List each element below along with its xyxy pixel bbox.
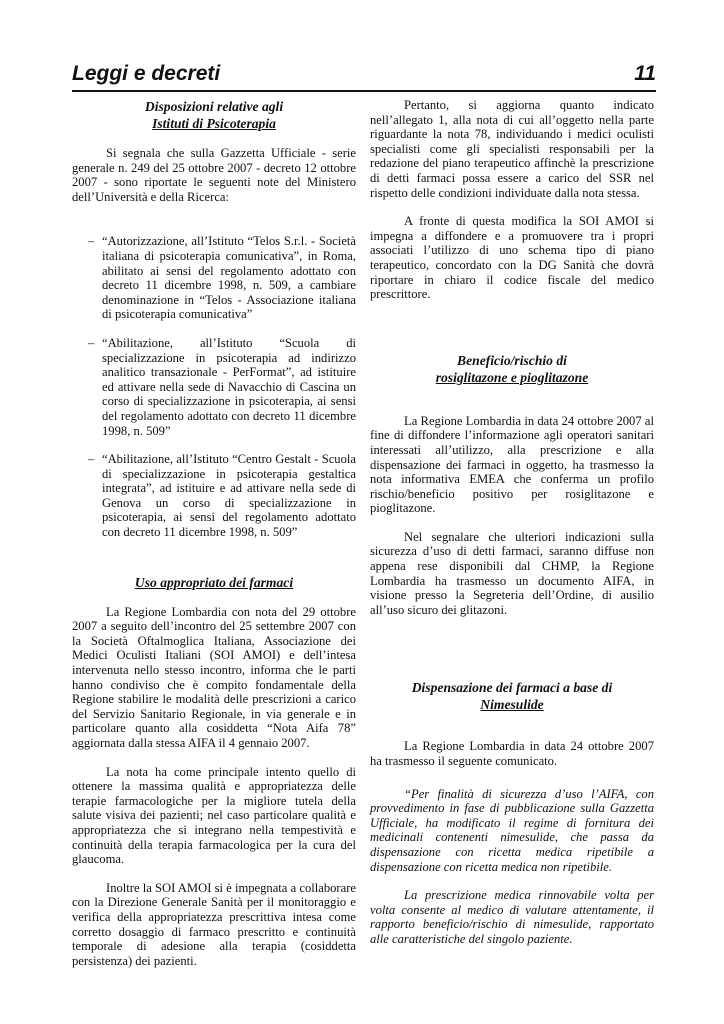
page-header [72, 60, 656, 92]
paragraph: Nel segnalare che ulteriori indicazioni sulla sicurezza d’uso di detti farmaci, saranno diffuse non appena rese disponibili dal CHMP, la Regione Lombardia ha trasmesso un documento AIFA, in visione presso la Segreteria dell’Ordine, di ausilio all’uso sicuro dei glitazoni. [370, 529, 654, 617]
section-heading [370, 352, 654, 386]
paragraph: La nota ha come principale intento quello di ottenere la massima qualità e appropriatezza delle terapie farmacologiche per la migliore tutela della salute visiva dei pazienti; nel caso particolare qualità e appropriatezza che si integrano nella tempestività e continuità della terapia farmacologica per la cura del glaucoma. [72, 764, 356, 867]
list-item-text: “Abilitazione, all’Istituto “Centro Gestalt - Scuola di specializzazione in psicoterapia gestaltica integrata”, ad istituire e ad attivare nella sede di Genova un corso di specializzazione in psicoterapia, ai sensi del regolamento adottato con decreto 11 dicembre 1998, n. 509” [102, 452, 356, 540]
notes-list [72, 234, 356, 539]
heading-line-2: Istituti di Psicoterapia [152, 116, 276, 131]
heading-line-2: Nimesulide [480, 697, 544, 713]
quote-paragraph: La prescrizione medica rinnovabile volta per volta consente al medico di valutare attentamente, il rapporto beneficio/rischio di nimesulide, rapportato alle caratteristiche del singolo paziente. [370, 888, 654, 946]
list-item [72, 336, 356, 438]
dash-bullet: – [88, 335, 95, 350]
paragraph: La Regione Lombardia con nota del 29 ottobre 2007 a seguito dell’incontro del 25 settembre 2007 con la Società Oftalmoglica Italiana, Associazione dei Medici Oculisti Italiani (SOI AMOI) e dell’intesa intervenuta nello stesso incontro, informa che le parti hanno condiviso che è compito fondamentale della Regione stabilire le modalità delle prescrizioni a carico del Servizio Sanitario Regionale, in via generale e in particolare quanto alla cosiddetta “Nota Aifa 78” aggiornata dalla stessa AIFA il 4 gennaio 2007. [72, 604, 356, 750]
section-beneficio-rischio [370, 352, 654, 618]
heading-line-1: Beneficio/rischio di [457, 352, 567, 368]
intro-paragraph: Si segnala che sulla Gazzetta Ufficiale - serie generale n. 249 del 25 ottobre 2007 - decreto 12 ottobre 2007 - sono riportate le seguenti note del Ministero dell’Università e della Ricerca: [72, 146, 356, 204]
left-column [72, 98, 356, 968]
heading-line-1: Disposizioni relative agli [144, 99, 284, 114]
section-title: Leggi e decreti [72, 62, 221, 85]
paragraph: Pertanto, si aggiorna quanto indicato nell’allegato 1, alla nota di cui all’oggetto nella parte riguardante la nota 78, individuando i medici oculisti specialisti come gli specialisti responsabili per la redazione del piano terapeutico affinchè la prescrizione di detti farmaci possa essere a carico del SSR nel rispetto delle condizioni individuate dalla nota stessa. [370, 98, 654, 200]
heading-line-2: rosiglitazone e pioglitazone [435, 369, 589, 385]
quote-paragraph: “Per finalità di sicurezza d’uso l’AIFA, con provvedimento in fase di pubblicazione sulla Gazzetta Ufficiale, ha modificato il regime di fornitura dei medicinali contenenti nimesulide, che passa da dispensazione con ricetta medica ripetibile a dispensazione con ricetta medica non ripetibile. [370, 786, 654, 874]
section-heading [72, 98, 356, 132]
paragraph: La Regione Lombardia in data 24 ottobre 2007 ha trasmesso il seguente comunicato. [370, 739, 654, 769]
list-item-text: “Abilitazione, all’Istituto “Scuola di specializzazione in psicoterapia ad indirizzo analitico transazionale - PerFormat”, ad istituire ed attivare nella sede di Navacchio di Cascina un corso di specializzazione in psicoterapia, ai sensi del regolamento adottato con decreto 11 dicembre 1998, n. 509” [102, 335, 356, 438]
dash-bullet: – [88, 234, 95, 249]
list-item [72, 234, 356, 322]
section-nimesulide [370, 679, 654, 946]
section-continuation [370, 98, 654, 302]
section-heading: Uso appropriato dei farmaci [134, 574, 294, 590]
right-column [370, 98, 654, 947]
list-item-text: “Autorizzazione, all’Istituto “Telos S.r.l. - Società italiana di psicoterapia comunicativa”, in Roma, abilitato ai sensi del regolamento adottato con decreto 11 dicembre 1998, n. 509, a cambiare denominazione in “Telos - Associazione italiana di psicoterapia comunicativa” [102, 234, 356, 322]
page-number: 11 [634, 62, 656, 85]
section-istituti-psicoterapia [72, 98, 356, 540]
paragraph: La Regione Lombardia in data 24 ottobre 2007 al fine di diffondere l’informazione agli operatori sanitari interessati all’utilizzo, alla prescrizione e alla dispensazione dei farmaci in oggetto, ha trasmesso la nota informativa EMEA che conferma un profilo rischio/beneficio positivo per rosiglitazone e pioglitazone. [370, 413, 654, 516]
paragraph: Inoltre la SOI AMOI si è impegnata a collaborare con la Direzione Generale Sanità per il monitoraggio e verifica della appropriatezza prescrittiva intesa come corretto dosaggio di farmaco prescritto e continuità temporale di adesione alla terapia (cosiddetta persistenza) dei pazienti. [72, 880, 356, 968]
section-heading [370, 679, 654, 713]
dash-bullet: – [88, 452, 95, 467]
section-uso-appropriato [72, 574, 356, 969]
heading-line-1: Dispensazione dei farmaci a base di [411, 680, 613, 696]
paragraph: A fronte di questa modifica la SOI AMOI si impegna a diffondere e a promuovere tra i propri associati l’utilizzo di uno schema tipo di piano terapeutico, concordato con la DG Sanità che dovrà riportare in chiaro il codice fiscale del medico prescrittore. [370, 214, 654, 302]
list-item [72, 452, 356, 540]
